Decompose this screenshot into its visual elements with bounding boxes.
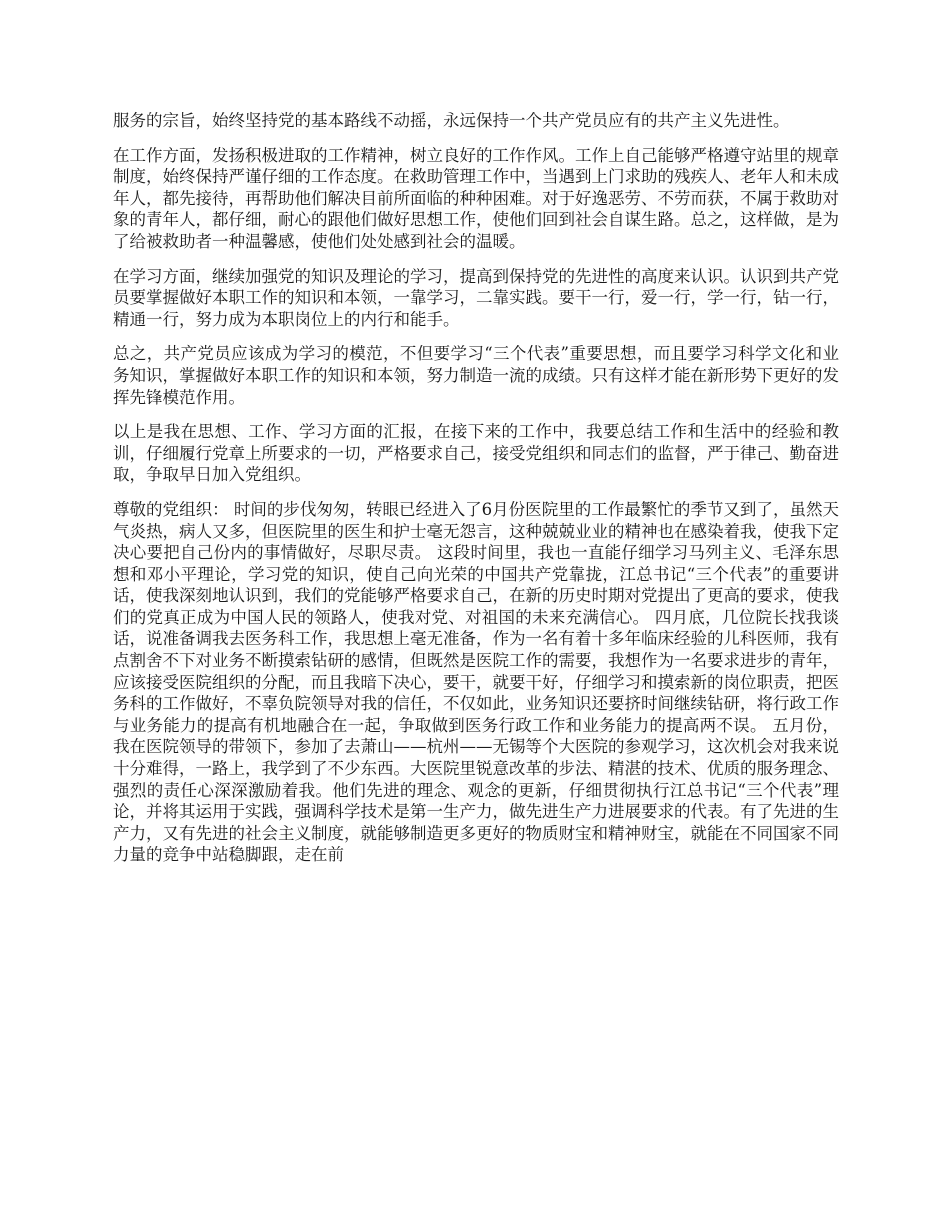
paragraph-5: 以上是我在思想、工作、学习方面的汇报，在接下来的工作中，我要总结工作和生活中的经验和教训，仔细履行党章上所要求的一切，严格要求自己，接受党组织和同志们的监督，严于律己、勤奋进取，争取早日加入党组织。 — [113, 422, 839, 485]
document-body — [113, 110, 839, 879]
paragraph-2: 在工作方面，发扬积极进取的工作精神，树立良好的工作作风。工作上自己能够严格遵守站里的规章制度，始终保持严谨仔细的工作态度。在救助管理工作中，当遇到上门求助的残疾人、老年人和未成年人，都先接待，再帮助他们解决目前所面临的种种困难。对于好逸恶劳、不劳而获，不属于救助对象的青年人，都仔细，耐心的跟他们做好思想工作，使他们回到社会自谋生路。总之，这样做，是为了给被救助者一种温馨感，使他们处处感到社会的温暖。 — [113, 145, 839, 251]
paragraph-3: 在学习方面，继续加强党的知识及理论的学习，提高到保持党的先进性的高度来认识。认识到共产党员要掌握做好本职工作的知识和本领，一靠学习，二靠实践。要干一行，爱一行，学一行，钻一行，精通一行，努力成为本职岗位上的内行和能手。 — [113, 266, 839, 329]
paragraph-4: 总之，共产党员应该成为学习的模范，不但要学习“三个代表”重要思想，而且要学习科学文化和业务知识，掌握做好本职工作的知识和本领，努力制造一流的成绩。只有这样才能在新形势下更好的发挥先锋模范作用。 — [113, 344, 839, 407]
paragraph-1: 服务的宗旨，始终坚持党的基本路线不动摇，永远保持一个共产党员应有的共产主义先进性。 — [113, 111, 790, 130]
paragraph-6: 尊敬的党组织： 时间的步伐匆匆，转眼已经进入了6月份医院里的工作最繁忙的季节又到了，虽然天气炎热，病人又多，但医院里的医生和护士毫无怨言，这种兢兢业业的精神也在感染着我，使我下定决心要把自己份内的事情做好，尽职尽责。 这段时间里，我也一直能仔细学习马列主义、毛泽东思想和邓小平理论，学习党的知识，使自己向光荣的中国共产党靠拢，江总书记“三个代表”的重要讲话，使我深刻地认识到，我们的党能够严格要求自己，在新的历史时期对党提出了更高的要求，使我们的党真正成为中国人民的领路人，使我对党、对祖国的未来充满信心。 四月底，几位院长找我谈话，说准备调我去医务科工作，我思想上毫无准备，作为一名有着十多年临床经验的儿科医师，我有点割舍不下对业务不断摸索钻研的感情，但既然是医院工作的需要，我想作为一名要求进步的青年，应该接受医院组织的分配，而且我暗下决心，要干，就要干好，仔细学习和摸索新的岗位职责，把医务科的工作做好，不辜负院领导对我的信任，不仅如此，业务知识还要挤时间继续钻研，将行政工作与业务能力的提高有机地融合在一起，争取做到医务行政工作和业务能力的提高两不误。 五月份，我在医院领导的带领下，参加了去萧山——杭州——无锡等个大医院的参观学习，这次机会对我来说十分难得，一路上，我学到了不少东西。大医院里锐意改革的步法、精湛的技术、优质的服务理念、强烈的责任心深深激励着我。他们先进的理念、观念的更新，仔细贯彻执行江总书记“三个代表”理论，并将其运用于实践，强调科学技术是第一生产力，做先进生产力进展要求的代表。有了先进的生产力，又有先进的社会主义制度，就能够制造更多更好的物质财宝和精神财宝，就能在不同国家不同力量的竞争中站稳脚跟，走在前 — [113, 499, 839, 865]
